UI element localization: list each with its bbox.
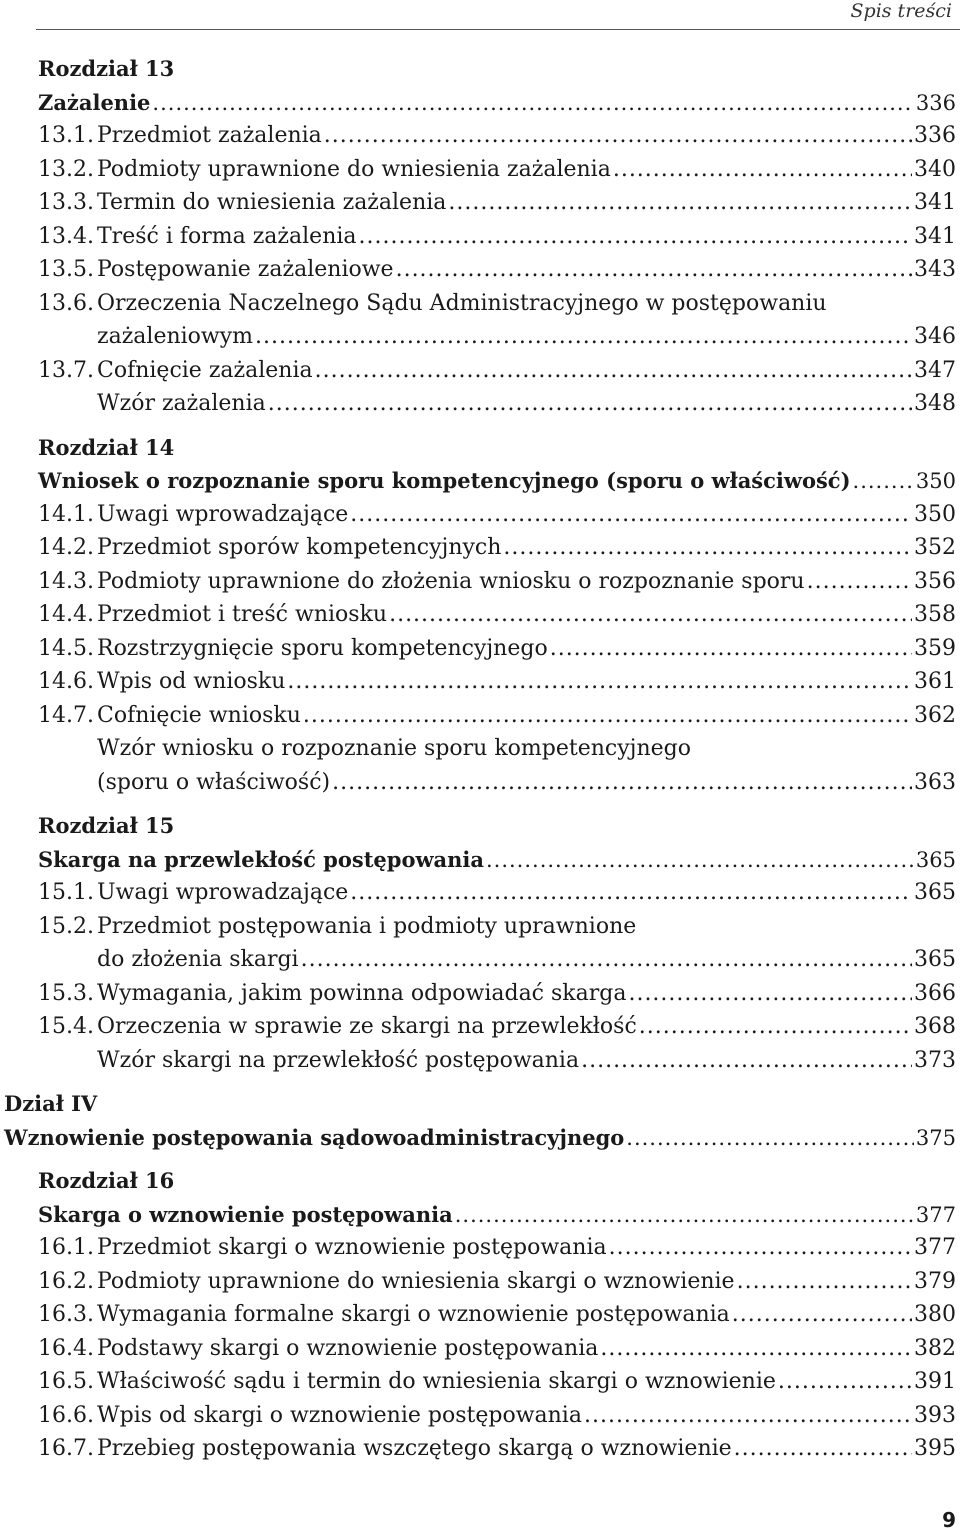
entry-number: 16.4.	[38, 1335, 94, 1361]
toc-entry	[0, 1231, 960, 1265]
dot-leader	[303, 699, 912, 733]
entry-page: 341	[914, 190, 956, 215]
dot-leader	[609, 1231, 912, 1265]
dot-leader	[287, 665, 912, 699]
entry-page: 340	[914, 156, 956, 182]
entry-title: Skarga o wznowienie postępowania	[38, 1201, 453, 1227]
toc-part-heading	[0, 1087, 960, 1121]
entry-title: Wpis od skargi o wznowienie postępowania	[97, 1402, 582, 1428]
toc-entry	[0, 943, 960, 977]
entry-title: Treść i forma zażalenia	[97, 223, 357, 249]
dot-leader	[550, 632, 912, 666]
entry-title: Przedmiot postępowania i podmioty uprawnione	[97, 913, 637, 939]
entry-page: 348	[914, 391, 956, 416]
toc-part	[0, 1121, 960, 1155]
entry-number: 13.4.	[38, 223, 94, 249]
toc-heading	[0, 431, 960, 465]
entry-title: Postępowanie zażaleniowe	[97, 257, 394, 282]
dot-leader	[315, 354, 912, 388]
toc-entry	[0, 632, 960, 666]
entry-number: 13.7.	[38, 357, 94, 383]
entry-title: Cofnięcie wniosku	[97, 702, 301, 728]
running-head: Spis treści	[850, 0, 952, 22]
toc-entry	[0, 665, 960, 699]
entry-number: 16.1.	[38, 1235, 94, 1260]
toc-entry	[0, 1399, 960, 1433]
dot-leader	[350, 498, 912, 532]
entry-title: Wniosek o rozpoznanie sporu kompetencyjnego (sporu o właściwość)	[38, 468, 851, 493]
entry-title: Przedmiot zażalenia	[97, 123, 322, 148]
entry-title: Wymagania, jakim powinna odpowiadać skarga	[97, 980, 627, 1006]
toc-entry	[0, 732, 960, 766]
dot-leader	[359, 220, 912, 254]
entry-number: 15.1.	[38, 880, 94, 905]
entry-page: 380	[914, 1302, 956, 1327]
entry-page: 343	[914, 257, 956, 282]
toc-heading	[0, 52, 960, 86]
toc-entry	[0, 565, 960, 599]
entry-title: Rozdział 15	[38, 813, 175, 838]
entry-page: 362	[914, 702, 956, 728]
entry-page: 382	[914, 1335, 956, 1361]
toc-entry	[0, 119, 960, 153]
dot-leader	[389, 598, 912, 632]
entry-number: 13.5.	[38, 257, 94, 282]
entry-title: Wzór wniosku o rozpoznanie sporu kompetencyjnego	[97, 736, 691, 761]
dot-leader	[581, 1044, 912, 1078]
entry-title: Podmioty uprawnione do wniesienia skargi o wznowienie	[97, 1268, 735, 1294]
entry-title: Cofnięcie zażalenia	[97, 357, 313, 383]
entry-title: Przebieg postępowania wszczętego skargą o wznowienie	[97, 1436, 732, 1461]
entry-title: Przedmiot skargi o wznowienie postępowania	[97, 1235, 607, 1260]
entry-number: 14.3.	[38, 568, 94, 594]
entry-number: 16.3.	[38, 1302, 94, 1327]
toc-entry	[0, 977, 960, 1011]
entry-title: Właściwość sądu i termin do wniesienia skargi o wznowienie	[97, 1369, 776, 1394]
entry-page: 356	[914, 568, 956, 594]
dot-leader	[350, 876, 912, 910]
entry-page: 336	[914, 123, 956, 148]
entry-page: 379	[914, 1268, 956, 1294]
entry-page: 393	[914, 1402, 956, 1428]
dot-leader	[301, 943, 912, 977]
entry-number: 16.5.	[38, 1369, 94, 1394]
entry-number: 15.2.	[38, 913, 94, 939]
toc-entry	[0, 910, 960, 944]
toc-entry	[0, 498, 960, 532]
entry-page: 359	[914, 635, 956, 661]
dot-leader	[613, 153, 912, 187]
entry-page: 365	[914, 880, 956, 905]
toc-entry	[0, 220, 960, 254]
table-of-contents	[0, 52, 960, 1466]
dot-leader	[853, 464, 914, 499]
entry-page: 363	[914, 769, 956, 795]
entry-title: zażaleniowym	[97, 324, 254, 349]
entry-title: Podmioty uprawnione do wniesienia zażalenia	[97, 156, 611, 182]
entry-title: Podmioty uprawnione do złożenia wniosku o rozpoznanie sporu	[97, 568, 805, 594]
dot-leader	[486, 843, 914, 878]
entry-page: 395	[914, 1436, 956, 1461]
dot-leader	[332, 766, 912, 800]
toc-entry	[0, 287, 960, 321]
entry-page: 377	[914, 1235, 956, 1260]
toc-entry	[0, 1265, 960, 1299]
entry-title: Rozstrzygnięcie sporu kompetencyjnego	[97, 635, 548, 661]
entry-title: Przedmiot sporów kompetencyjnych	[97, 535, 502, 560]
entry-title: Uwagi wprowadzające	[97, 501, 349, 527]
entry-page: 373	[914, 1047, 956, 1073]
entry-title: Orzeczenia w sprawie ze skargi na przewlekłość	[97, 1014, 637, 1039]
dot-leader	[807, 565, 912, 599]
dot-leader	[600, 1332, 912, 1366]
dot-leader	[152, 86, 913, 121]
entry-title: Zażalenie	[38, 89, 151, 115]
toc-entry	[0, 153, 960, 187]
toc-entry	[0, 1044, 960, 1078]
dot-leader	[732, 1298, 912, 1332]
toc-entry	[0, 1432, 960, 1466]
entry-number: 15.3.	[38, 980, 94, 1006]
entry-page: 377	[915, 1202, 956, 1227]
toc-heading	[0, 1164, 960, 1198]
toc-heading	[0, 809, 960, 843]
toc-chapter	[0, 843, 960, 877]
entry-number: 15.4.	[38, 1014, 94, 1039]
toc-entry	[0, 1332, 960, 1366]
entry-number: 14.1.	[38, 501, 94, 527]
toc-entry	[0, 320, 960, 354]
entry-page: 365	[914, 947, 956, 972]
dot-leader	[448, 186, 912, 220]
entry-page: 365	[915, 847, 956, 872]
toc-entry	[0, 253, 960, 287]
entry-title: Wznowienie postępowania sądowoadministracyjnego	[4, 1124, 625, 1150]
entry-number: 13.2.	[38, 156, 94, 182]
entry-title: Orzeczenia Naczelnego Sądu Administracyjnego w postępowaniu	[97, 290, 827, 316]
entry-page: 347	[914, 357, 956, 383]
entry-page: 350	[915, 469, 956, 493]
toc-entry	[0, 186, 960, 220]
entry-number: 14.2.	[38, 535, 94, 560]
toc-entry	[0, 1010, 960, 1044]
entry-number: 16.2.	[38, 1268, 94, 1294]
dot-leader	[324, 119, 912, 153]
entry-number: 13.6.	[38, 290, 94, 316]
entry-title: Wpis od wniosku	[97, 669, 286, 694]
dot-leader	[778, 1365, 912, 1399]
toc-entry	[0, 387, 960, 421]
entry-page: 341	[914, 223, 956, 249]
dot-leader	[584, 1399, 912, 1433]
entry-number: 14.5.	[38, 635, 94, 661]
entry-number: 16.7.	[38, 1436, 94, 1461]
entry-page: 361	[914, 669, 956, 694]
entry-page: 336	[915, 90, 956, 115]
toc-entry	[0, 531, 960, 565]
entry-title: Dział IV	[4, 1091, 98, 1116]
dot-leader	[628, 977, 912, 1011]
dot-leader	[639, 1010, 912, 1044]
toc-entry	[0, 598, 960, 632]
entry-page: 368	[914, 1014, 956, 1039]
entry-title: Rozdział 16	[38, 1168, 175, 1193]
toc-chapter	[0, 1198, 960, 1232]
entry-title: Rozdział 14	[38, 434, 175, 460]
toc-entry	[0, 876, 960, 910]
dot-leader	[503, 531, 912, 565]
entry-number: 14.4.	[38, 602, 94, 627]
dot-leader	[455, 1198, 914, 1233]
entry-page: 346	[914, 324, 956, 349]
dot-leader	[626, 1121, 914, 1156]
entry-title: Przedmiot i treść wniosku	[97, 602, 388, 627]
entry-title: Skarga na przewlekłość postępowania	[38, 846, 484, 872]
entry-number: 16.6.	[38, 1402, 94, 1428]
entry-title: Wymagania formalne skargi o wznowienie postępowania	[97, 1302, 730, 1327]
dot-leader	[737, 1265, 912, 1299]
page-number: 9	[942, 1508, 956, 1532]
entry-page: 375	[915, 1125, 956, 1150]
entry-title: do złożenia skargi	[97, 947, 299, 972]
entry-page: 358	[914, 602, 956, 627]
toc-entry	[0, 699, 960, 733]
entry-page: 366	[914, 980, 956, 1006]
dot-leader	[268, 387, 912, 421]
toc-entry	[0, 1365, 960, 1399]
entry-title: (sporu o właściwość)	[97, 769, 331, 795]
toc-entry	[0, 766, 960, 800]
entry-title: Podstawy skargi o wznowienie postępowania	[97, 1335, 599, 1361]
header-rule	[36, 29, 960, 30]
toc-chapter	[0, 86, 960, 120]
entry-number: 14.7.	[38, 702, 94, 728]
dot-leader	[734, 1432, 912, 1466]
dot-leader	[255, 320, 912, 354]
entry-title: Rozdział 13	[38, 56, 175, 81]
entry-page: 352	[914, 535, 956, 560]
toc-entry	[0, 1298, 960, 1332]
toc-entry	[0, 354, 960, 388]
entry-page: 391	[914, 1369, 956, 1394]
entry-page: 350	[914, 501, 956, 527]
entry-title: Termin do wniesienia zażalenia	[97, 190, 447, 215]
toc-chapter	[0, 464, 960, 498]
entry-title: Uwagi wprowadzające	[97, 880, 349, 905]
entry-title: Wzór skargi na przewlekłość postępowania	[97, 1047, 580, 1073]
entry-title: Wzór zażalenia	[97, 391, 266, 416]
entry-number: 14.6.	[38, 669, 94, 694]
entry-number: 13.1.	[38, 123, 94, 148]
dot-leader	[396, 253, 912, 287]
entry-number: 13.3.	[38, 190, 94, 215]
